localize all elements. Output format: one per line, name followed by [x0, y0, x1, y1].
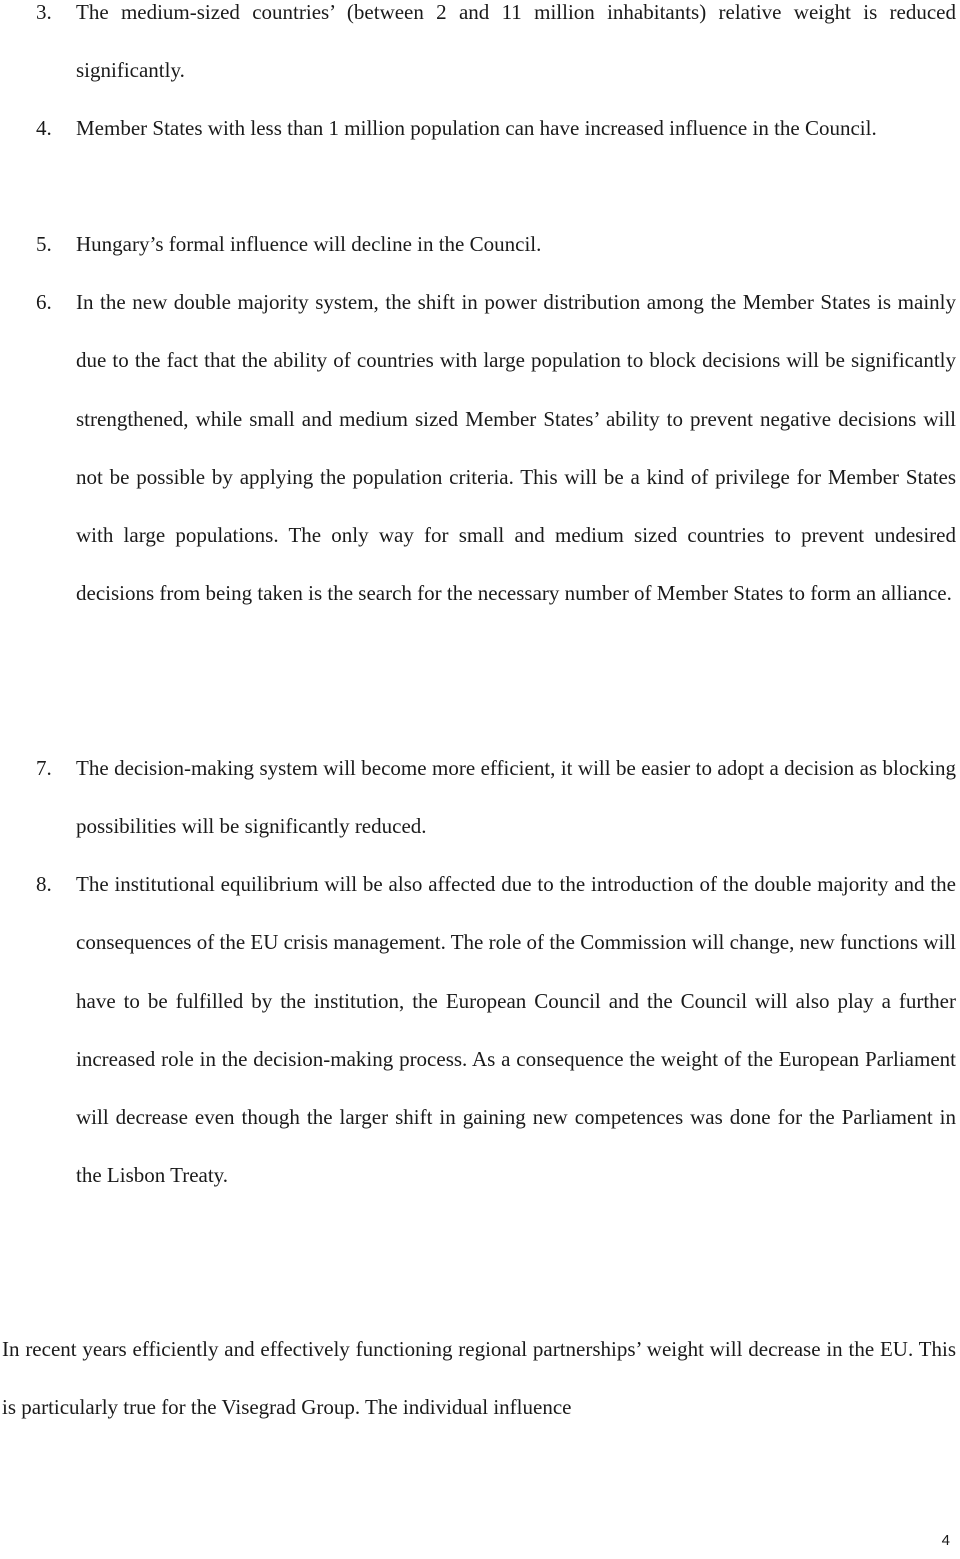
page-number: 4 [941, 1532, 950, 1549]
list-item-text: The institutional equilibrium will be also affected due to the introduction of the double majority and the consequences of the EU crisis management. The role of the Commission will change, new functions will have to be fulfilled by the institution, the European Council and the Council will also play a further increased role in the decision-making process. As a consequence the weight of the European Parliament will decrease even though the larger shift in gaining new competences was done for the Parliament in the Lisbon Treaty. [76, 872, 956, 1188]
list-item-text: The decision-making system will become more efficient, it will be easier to adopt a decision as blocking possibilities will be significantly reduced. [76, 756, 956, 839]
list-item-number: 8. [36, 872, 52, 896]
list-item-text: Hungary’s formal influence will decline in the Council. [76, 232, 542, 256]
list-item-number: 7. [36, 756, 52, 780]
body-paragraph: In recent years efficiently and effectively functioning regional partnerships’ weight will decrease in the EU. This is particularly true for the Visegrad Group. The individual influence [2, 1337, 956, 1420]
list-item-number: 3. [36, 0, 52, 24]
list-item-text: The medium-sized countries’ (between 2 and 11 million inhabitants) relative weight is reduced significantly. [76, 0, 956, 83]
list-item-number: 5. [36, 232, 52, 256]
list-item-number: 6. [36, 290, 52, 314]
list-item-text: In the new double majority system, the shift in power distribution among the Member States is mainly due to the fact that the ability of countries with large population to block decisions will be significantly strengthened, while small and medium sized Member States’ ability to prevent negative decisions will not be possible by applying the population criteria. This will be a kind of privilege for Member States with large populations. The only way for small and medium sized countries to prevent undesired decisions from being taken is the search for the necessary number of Member States to form an alliance. [76, 290, 956, 606]
list-item-number: 4. [36, 116, 52, 140]
list-item-text: Member States with less than 1 million population can have increased influence in the Council. [76, 116, 877, 140]
